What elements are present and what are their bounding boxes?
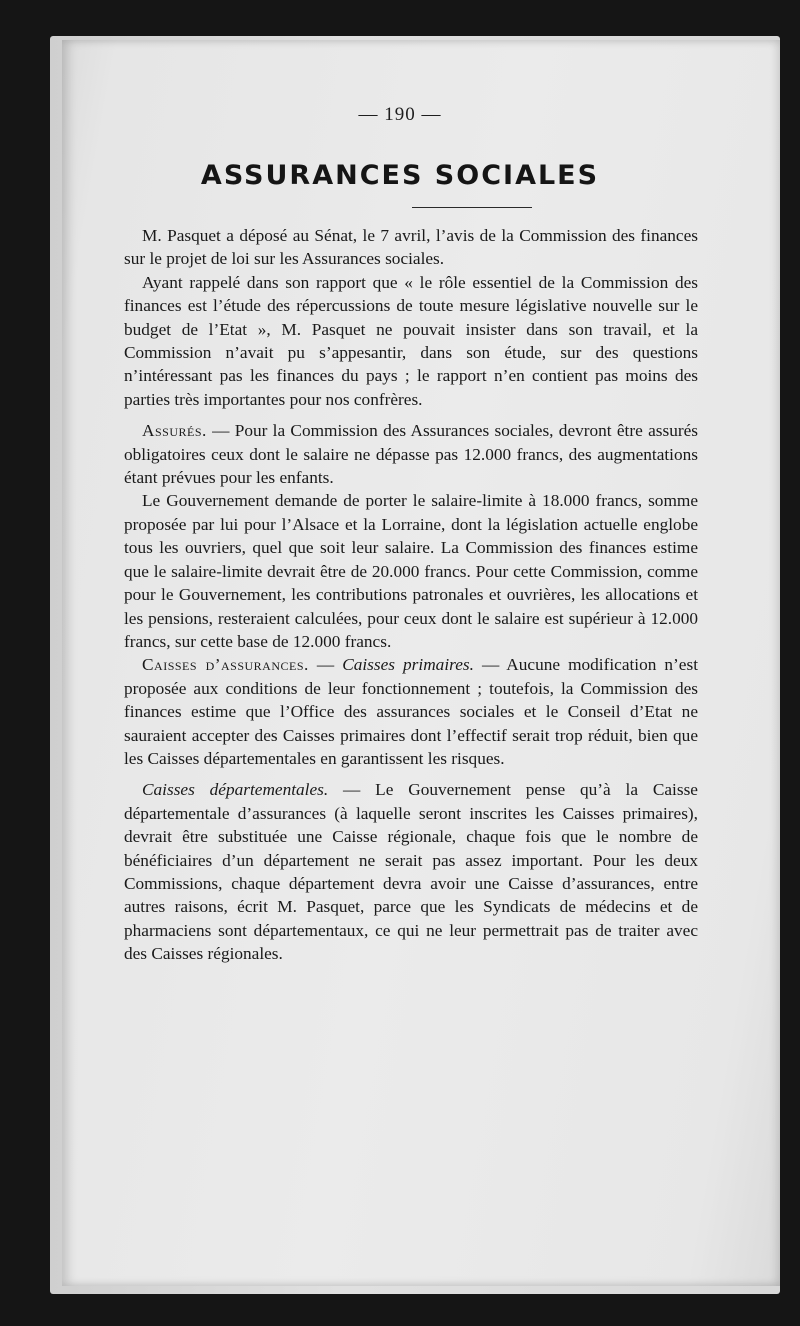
paragraph-caisses-primaires	[124, 653, 698, 770]
paragraph-salaire-limite: Le Gouvernement demande de porter le salaire-limite à 18.000 francs, somme proposée par lui pour l’Alsace et la Lorraine, dont la législation actuelle englobe tous les ouvriers, quel que soit leur salaire. La Commission des finances estime que le salaire-limite devrait être de 20.000 francs. Pour cette Commission, comme pour le Gouvernement, les contributions patronales et ouvrières, les allocations et les pensions, resteraient calculées, pour ceux dont le salaire est supérieur à 12.000 francs, sur cette base de 12.000 francs.	[124, 491, 698, 651]
section-heading-caisses: Caisses d’assurances.	[142, 655, 309, 675]
paragraph-assures-text: — Pour la Commission des Assurances sociales, devront être assurés obligatoires ceux dont le salaire ne dépasse pas 12.000 francs, des augmentations étant prévues pour les enfants.	[124, 421, 698, 488]
article-body	[124, 224, 698, 966]
page-number: — 190 —	[358, 104, 442, 125]
paragraph-rapport: Ayant rappelé dans son rapport que « le rôle essentiel de la Commission des finances est l’étude des répercussions de toute mesure législative nouvelle sur le budget de l’Etat », M. Pasquet ne pouvait insister dans son travail, et la Commission n’avait pu s’appesantir, dans son étude, sur des questions n’intéressant pas les finances du pays ; le rapport n’en contient pas moins des parties très importantes pour nos confrères.	[124, 272, 698, 409]
paragraph-caisses-primaires-text: — Aucune modification n’est proposée aux conditions de leur fonctionnement ; toutefois, la Commission des finances estime que l’Office des assurances sociales et le Conseil d’Etat ne sauraient accepter des Caisses primaires dont l’effectif serait trop réduit, bien que les Caisses départementales en garantissent les risques.	[124, 655, 699, 768]
subheading-caisses-departementales: Caisses départementales.	[142, 780, 329, 800]
paragraph-caisses-departementales	[124, 778, 698, 965]
page-title: ASSURANCES SOCIALES	[200, 160, 600, 191]
title-divider	[412, 207, 532, 208]
paragraph-intro: M. Pasquet a déposé au Sénat, le 7 avril, l’avis de la Commission des finances sur le projet de loi sur les Assurances sociales.	[124, 226, 698, 269]
subheading-caisses-primaires: Caisses primaires.	[342, 655, 474, 675]
section-heading-assures: Assurés.	[142, 421, 207, 441]
paragraph-assures	[124, 419, 698, 489]
heading-dash: —	[308, 655, 343, 675]
paragraph-caisses-departementales-text: — Le Gouvernement pense qu’à la Caisse départementale d’assurances (à laquelle seront inscrites les Caisses primaires), devrait être substituée une Caisse régionale, chaque fois que le nombre de bénéficiaires d’un département ne serait pas assez important. Pour les deux Commissions, chaque département devra avoir une Caisse d’assurances, entre autres raisons, écrit M. Pasquet, parce que les Syndicats de médecins et de pharmaciens sont départementaux, ce qui ne leur permettrait pas de traiter avec des Caisses régionales.	[124, 780, 698, 964]
